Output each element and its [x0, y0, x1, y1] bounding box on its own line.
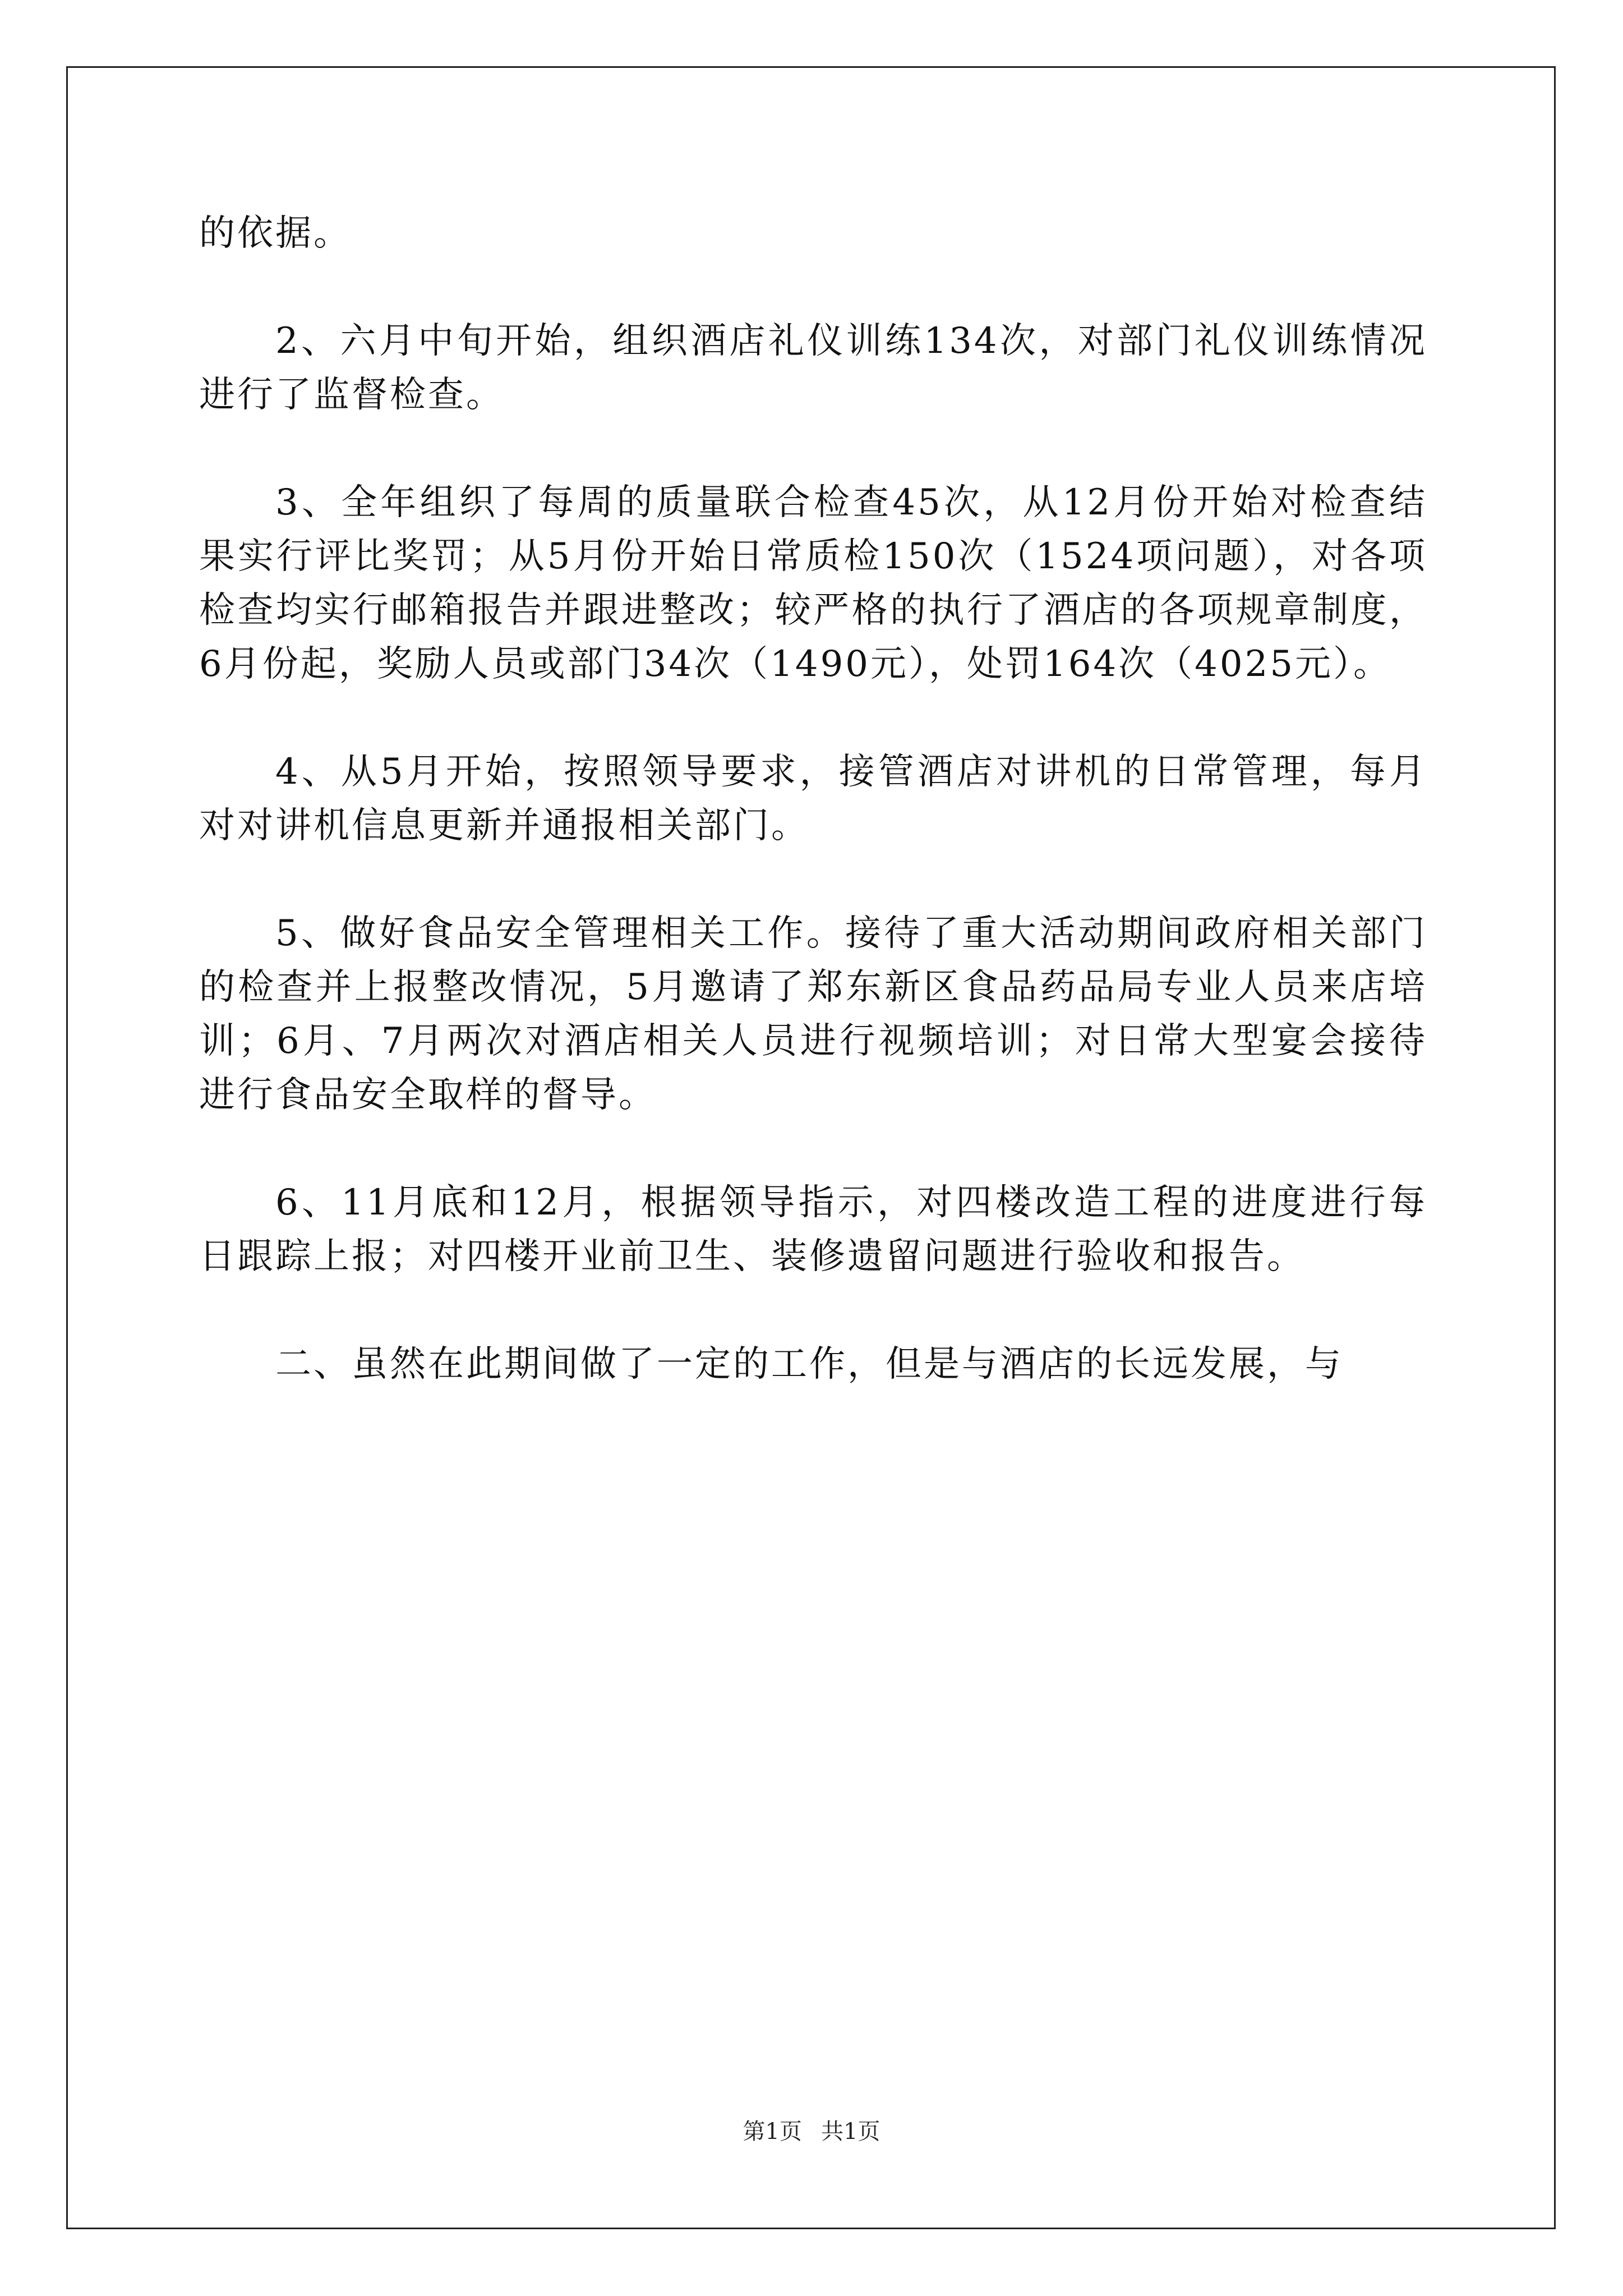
document-body — [199, 206, 1427, 1391]
page-number: 第1页 — [743, 2119, 802, 2145]
paragraph-item-2: 2、六月中旬开始，组织酒店礼仪训练134次，对部门礼仪训练情况进行了监督检查。 — [199, 320, 1427, 416]
paragraph-continuation: 的依据。 — [199, 213, 352, 254]
paragraph-item-4: 4、从5月开始，按照领导要求，接管酒店对讲机的日常管理，每月对对讲机信息更新并通报相关部门。 — [199, 751, 1427, 846]
page-total: 共1页 — [821, 2119, 880, 2145]
paragraph-item-3: 3、全年组织了每周的质量联合检查45次，从12月份开始对检查结果实行评比奖罚；从5月份开始日常质检150次（1524项问题），对各项检查均实行邮箱报告并跟进整改；较严格的执行了酒店的各项规章制度，6月份起，奖励人员或部门34次（1490元），处罚164次（4025元）。 — [199, 482, 1427, 685]
paragraph-item-6: 6、11月底和12月，根据领导指示，对四楼改造工程的进度进行每日跟踪上报；对四楼开业前卫生、装修遗留问题进行验收和报告。 — [199, 1182, 1427, 1277]
paragraph-section-2: 二、虽然在此期间做了一定的工作，但是与酒店的长远发展，与 — [275, 1343, 1343, 1385]
page-footer — [0, 2118, 1623, 2145]
paragraph-item-5: 5、做好食品安全管理相关工作。接待了重大活动期间政府相关部门的检查并上报整改情况，5月邀请了郑东新区食品药品局专业人员来店培训；6月、7月两次对酒店相关人员进行视频培训；对日常大型宴会接待进行食品安全取样的督导。 — [199, 913, 1427, 1116]
